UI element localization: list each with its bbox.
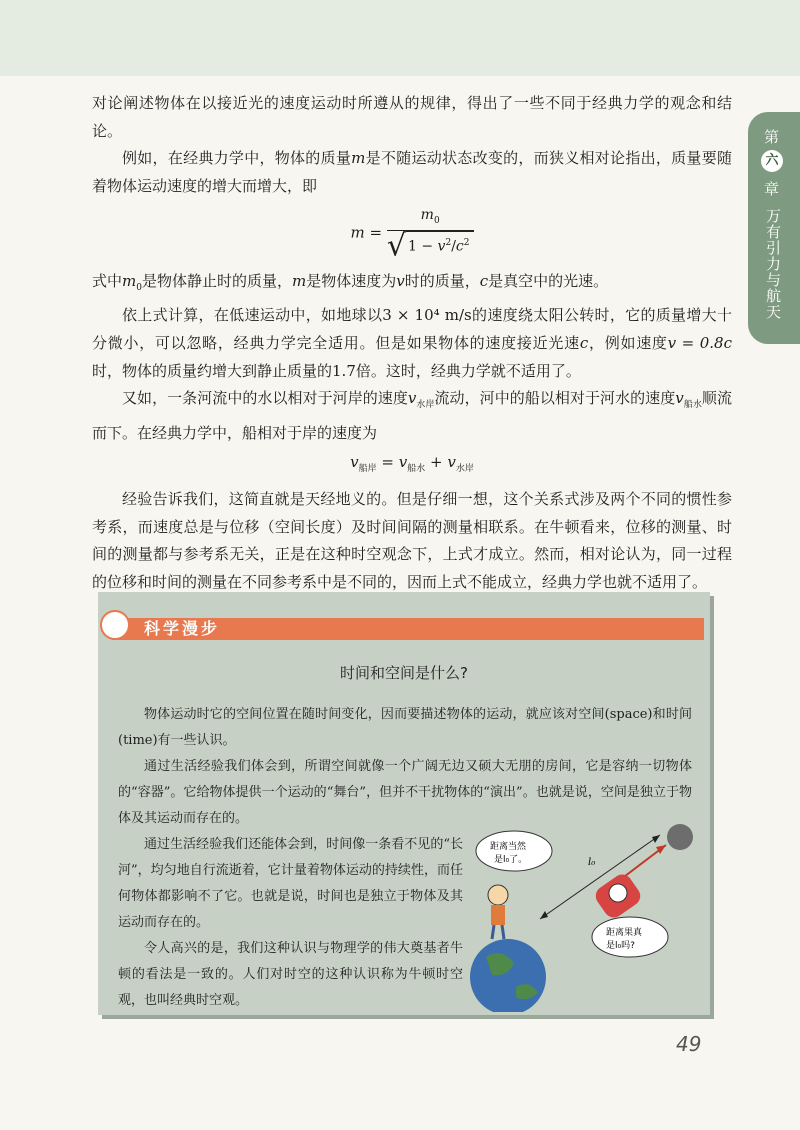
var-m0: m [420, 207, 434, 224]
var-c: c [455, 238, 464, 255]
box-banner-label: 科学漫步 [144, 619, 221, 638]
sup-2: 2 [463, 238, 470, 249]
sub-zero: 0 [136, 282, 142, 293]
paragraph-2 [92, 145, 732, 200]
one-minus: 1 − [408, 238, 434, 255]
equals-sign: = [381, 453, 394, 472]
text-span: ，例如速度 [588, 334, 668, 353]
text-span: 式中 [92, 271, 123, 290]
mass-fraction [386, 206, 474, 264]
text-span: 例如，在经典力学中，物体的质量 [122, 149, 352, 168]
moon-icon [667, 824, 693, 850]
sub-water-shore: 水岸 [455, 464, 474, 475]
label-l0: l₀ [588, 857, 596, 868]
paragraph-3 [92, 268, 732, 303]
text-span: 是物体静止时的质量， [141, 271, 292, 290]
box-paragraph-2: 通过生活经验我们体会到，所谓空间就像一个广阔无边又硕大无朋的房间，它是容纳一切物体的“容器”。它给物体提供一个运动的“舞台”，但并不干扰物体的“演出”。也就是说，空间是独立于物体及其运动而存在的。 [118, 759, 692, 826]
distance-line [540, 835, 660, 919]
text-span: 是真空中的光速。 [488, 271, 609, 290]
sub-zero: 0 [433, 216, 440, 227]
text-span: 时的质量， [404, 271, 480, 290]
sub-boat-shore: 船岸 [358, 464, 377, 475]
equals-sign: = [369, 224, 383, 243]
paragraph-6: 经验告诉我们，这简直就是天经地义的。但是仔细一想，这个关系式涉及两个不同的惯性参考系，而速度总是与位移（空间长度）及时间间隔的测量相联系。在牛顿看来，位移的测量、时间的测量都与参考系无关，正是在这种时空观念下，上式才成立。然而，相对论认为，同一过程的位移和时间的测量在不同参考系中是不同的，因而上式不能成立，经典力学也就不适用了。 [92, 489, 732, 591]
chapter-suffix: 章 [764, 180, 780, 198]
text-span: 时，物体的质量约增大到静止质量的1.7倍。这时，经典力学就不适用了。 [92, 361, 581, 380]
velocity-formula [92, 449, 732, 484]
box-paragraph-1: 物体运动时它的空间位置在随时间变化，因而要描述物体的运动，就应该对空间(space)和时间(time)有一些认识。 [118, 707, 692, 748]
mass-formula [92, 206, 732, 264]
radical-sign: √ [386, 228, 406, 264]
chapter-prefix: 第 [764, 128, 780, 146]
sub-boat-water: 船水 [407, 464, 426, 475]
top-margin-band [0, 0, 800, 76]
var-v: v [396, 271, 405, 290]
chapter-title: 万有引力与航天 [764, 208, 782, 320]
fraction-denominator [386, 228, 474, 264]
var-c: c [579, 334, 589, 353]
bubble-right-line-2: 是l₀吗? [606, 941, 635, 951]
paragraph-5 [92, 385, 732, 447]
radicand: $1 - v^2/c^2$ [406, 231, 474, 256]
text-span: 是不随运动状态改变的，而狭义相对论指出，质量要随着物体运动速度的增大而增大，即 [92, 149, 732, 195]
text-span: 流动，河中的船以相对于河水的速度 [434, 389, 676, 408]
var-v: v [398, 453, 408, 472]
text-span: 依上式计算，在低速运动中，如地球以3 × 10⁴ m/s的速度绕太阳公转时，它的质量增大十分微小，可以忽略，经典力学完全适用。但是如果物体的速度接近光速 [92, 306, 732, 353]
child-icon [488, 885, 508, 905]
speed-expression: v = 0.8c [667, 334, 732, 353]
plus-sign: + [430, 453, 443, 472]
var-m0: m [122, 271, 137, 290]
sub-boat-water: 船水 [683, 400, 702, 411]
var-v: v [675, 389, 684, 408]
paragraph-4 [92, 302, 732, 385]
fraction-numerator [387, 206, 474, 231]
var-v: v [447, 453, 456, 472]
sub-water-shore: 水岸 [416, 400, 435, 411]
bubble-left-line-2: 是l₀了。 [494, 855, 528, 865]
bubble-right-line-1: 距离果真 [606, 928, 643, 938]
var-m: m [292, 271, 307, 290]
var-m: m [350, 224, 365, 243]
box-paragraph-4: 令人高兴的是，我们这种认识与物理学的伟大奠基者牛顿的看法是一致的。人们对时空的这种认识称为牛顿时空观，也叫经典时空观。 [118, 941, 463, 1008]
sup-2: 2 [445, 238, 452, 249]
text-span: 又如，一条河流中的水以相对于河岸的速度 [122, 389, 408, 408]
bubble-left-line-1: 距离当然 [490, 842, 527, 852]
page-number: 49 [676, 1032, 702, 1056]
banner-circle-icon [100, 610, 130, 640]
science-walk-box [98, 592, 710, 1015]
main-text [92, 90, 732, 596]
var-m: m [351, 149, 366, 168]
var-c: c [479, 271, 489, 290]
earth-icon [470, 939, 546, 1012]
var-v: v [350, 453, 359, 472]
box-title: 时间和空间是什么? [340, 664, 468, 682]
paragraph-1: 对论阐述物体在以接近光的速度运动时所遵从的规律，得出了一些不同于经典力学的观念和结论。 [92, 94, 732, 140]
text-span: 顺流而下。在经典力学中，船相对于岸的速度为 [92, 389, 732, 442]
var-v: v [437, 238, 446, 255]
box-paragraph-3: 通过生活经验我们还能体会到，时间像一条看不见的“长河”，均匀地自行流逝着，它计量着物体运动的持续性，而任何物体都影响不了它。也就是说，时间也是独立于物体及其运动而存在的。 [118, 837, 463, 930]
text-span: 是物体速度为 [306, 271, 397, 290]
chapter-number-badge: 六 [761, 150, 783, 172]
chapter-side-tab [748, 112, 800, 344]
var-v: v [407, 389, 417, 408]
earth-moon-illustration [468, 807, 708, 1012]
